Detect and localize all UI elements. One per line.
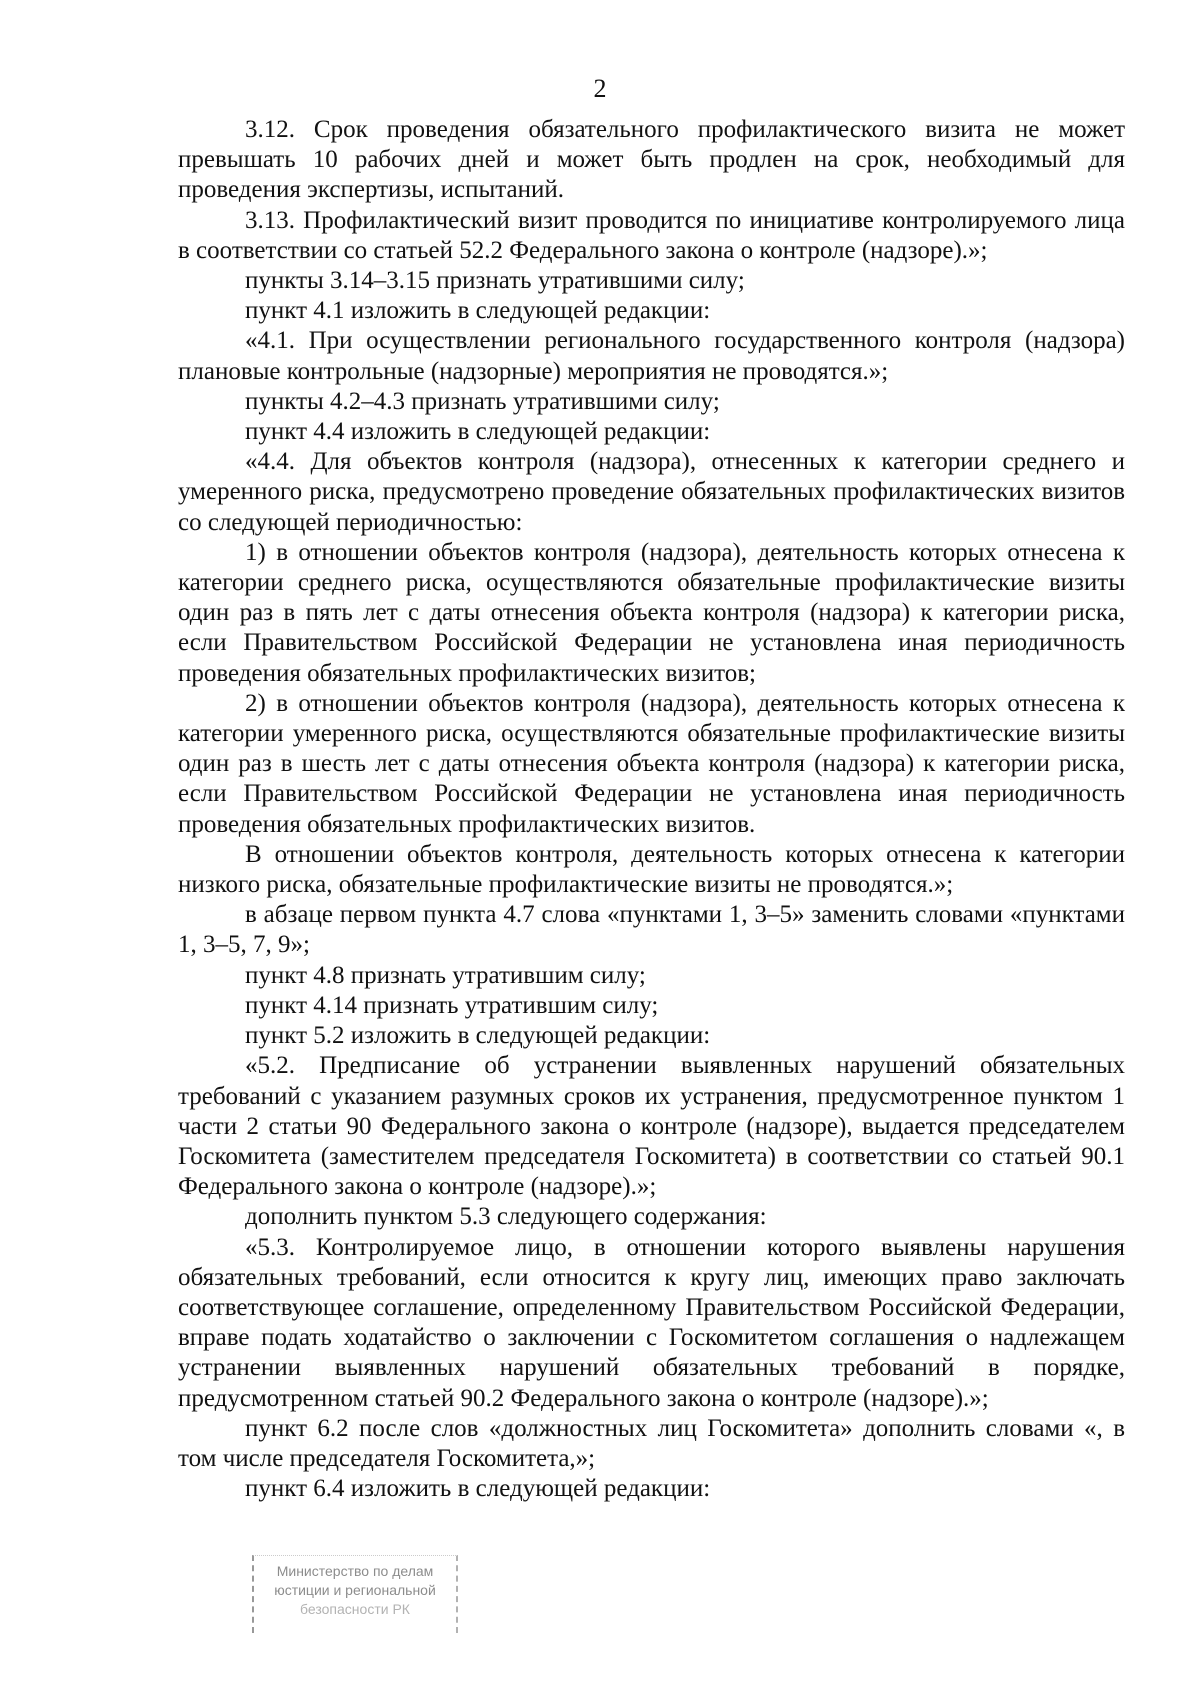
paragraph: пункты 3.14–3.15 признать утратившими силу;: [245, 267, 745, 295]
paragraph: пункт 5.2 изложить в следующей редакции:: [245, 1022, 711, 1050]
paragraph-5-2: «5.2. Предписание об устранении выявленных нарушений обязательных требований с указанием разумных сроков их устранения, предусмотренное пунктом 1 части 2 статьи 90 Федерального закона о контроле (надзоре), выдается председателем Госкомитета (заместителем председателя Госкомитета) в соответствии со статьей 90.1 Федерального закона о контроле (надзоре).»;: [178, 1052, 1125, 1201]
paragraph: пункты 4.2–4.3 признать утратившими силу;: [245, 387, 720, 415]
paragraph: пункт 6.2 после слов «должностных лиц Госкомитета» дополнить словами «, в том числе председателя Госкомитета,»;: [178, 1414, 1125, 1472]
paragraph-3-12: 3.12. Срок проведения обязательного профилактического визита не может превышать 10 рабочих дней и может быть продлен на срок, необходимый для проведения экспертизы, испытаний.: [178, 116, 1125, 204]
paragraph: пункт 4.1 изложить в следующей редакции:: [245, 297, 711, 325]
stamp-line: безопасности РК: [300, 1601, 410, 1617]
paragraph: пункт 4.8 признать утратившим силу;: [245, 961, 646, 989]
paragraph-5-3: «5.3. Контролируемое лицо, в отношении которого выявлены нарушения обязательных требований, если относится к кругу лиц, имеющих право заключать соответствующее соглашение, определенному Правительством Российской Федерации, вправе подать ходатайство о заключении с Госкомитетом соглашения о надлежащем устранении выявленных нарушений обязательных требований в порядке, предусмотренном статьей 90.2 Федерального закона о контроле (надзоре).»;: [178, 1233, 1125, 1412]
stamp-line: Министерство по делам: [276, 1563, 434, 1579]
paragraph: в абзаце первом пункта 4.7 слова «пунктами 1, 3–5» заменить словами «пунктами 1, 3–5, 7, 9»;: [178, 901, 1125, 959]
paragraph: пункт 6.4 изложить в следующей редакции:: [245, 1475, 711, 1503]
list-item-1: 1) в отношении объектов контроля (надзора), деятельность которых отнесена к категории среднего риска, осуществляются обязательные профилактические визиты один раз в пять лет с даты отнесения объекта контроля (надзора) к категории риска, если Правительством Российской Федерации не установлена иная периодичность проведения обязательных профилактических визитов;: [178, 538, 1125, 687]
paragraph: пункт 4.4 изложить в следующей редакции:: [245, 418, 711, 446]
paragraph-3-13: 3.13. Профилактический визит проводится по инициативе контролируемого лица в соответствии со статьей 52.2 Федерального закона о контроле (надзоре).»;: [178, 206, 1125, 264]
paragraph: пункт 4.14 признать утратившим силу;: [245, 991, 659, 1019]
paragraph-4-1: «4.1. При осуществлении регионального государственного контроля (надзора) плановые контрольные (надзорные) мероприятия не проводятся.»;: [178, 327, 1125, 385]
page-number: 2: [593, 74, 607, 103]
stamp-line: юстиции и региональной: [274, 1582, 436, 1598]
registration-stamp: [252, 1555, 458, 1633]
list-item-2: 2) в отношении объектов контроля (надзора), деятельность которых отнесена к категории умеренного риска, осуществляются обязательные профилактические визиты один раз в шесть лет с даты отнесения объекта контроля (надзора) к категории риска, если Правительством Российской Федерации не установлена иная периодичность проведения обязательных профилактических визитов.: [178, 689, 1125, 838]
document-body: [178, 115, 1125, 1504]
paragraph: дополнить пунктом 5.3 следующего содержания:: [245, 1203, 767, 1231]
paragraph-4-4: «4.4. Для объектов контроля (надзора), отнесенных к категории среднего и умеренного риска, предусмотрено проведение обязательных профилактических визитов со следующей периодичностью:: [178, 448, 1125, 536]
paragraph: В отношении объектов контроля, деятельность которых отнесена к категории низкого риска, обязательные профилактические визиты не проводятся.»;: [178, 840, 1125, 899]
